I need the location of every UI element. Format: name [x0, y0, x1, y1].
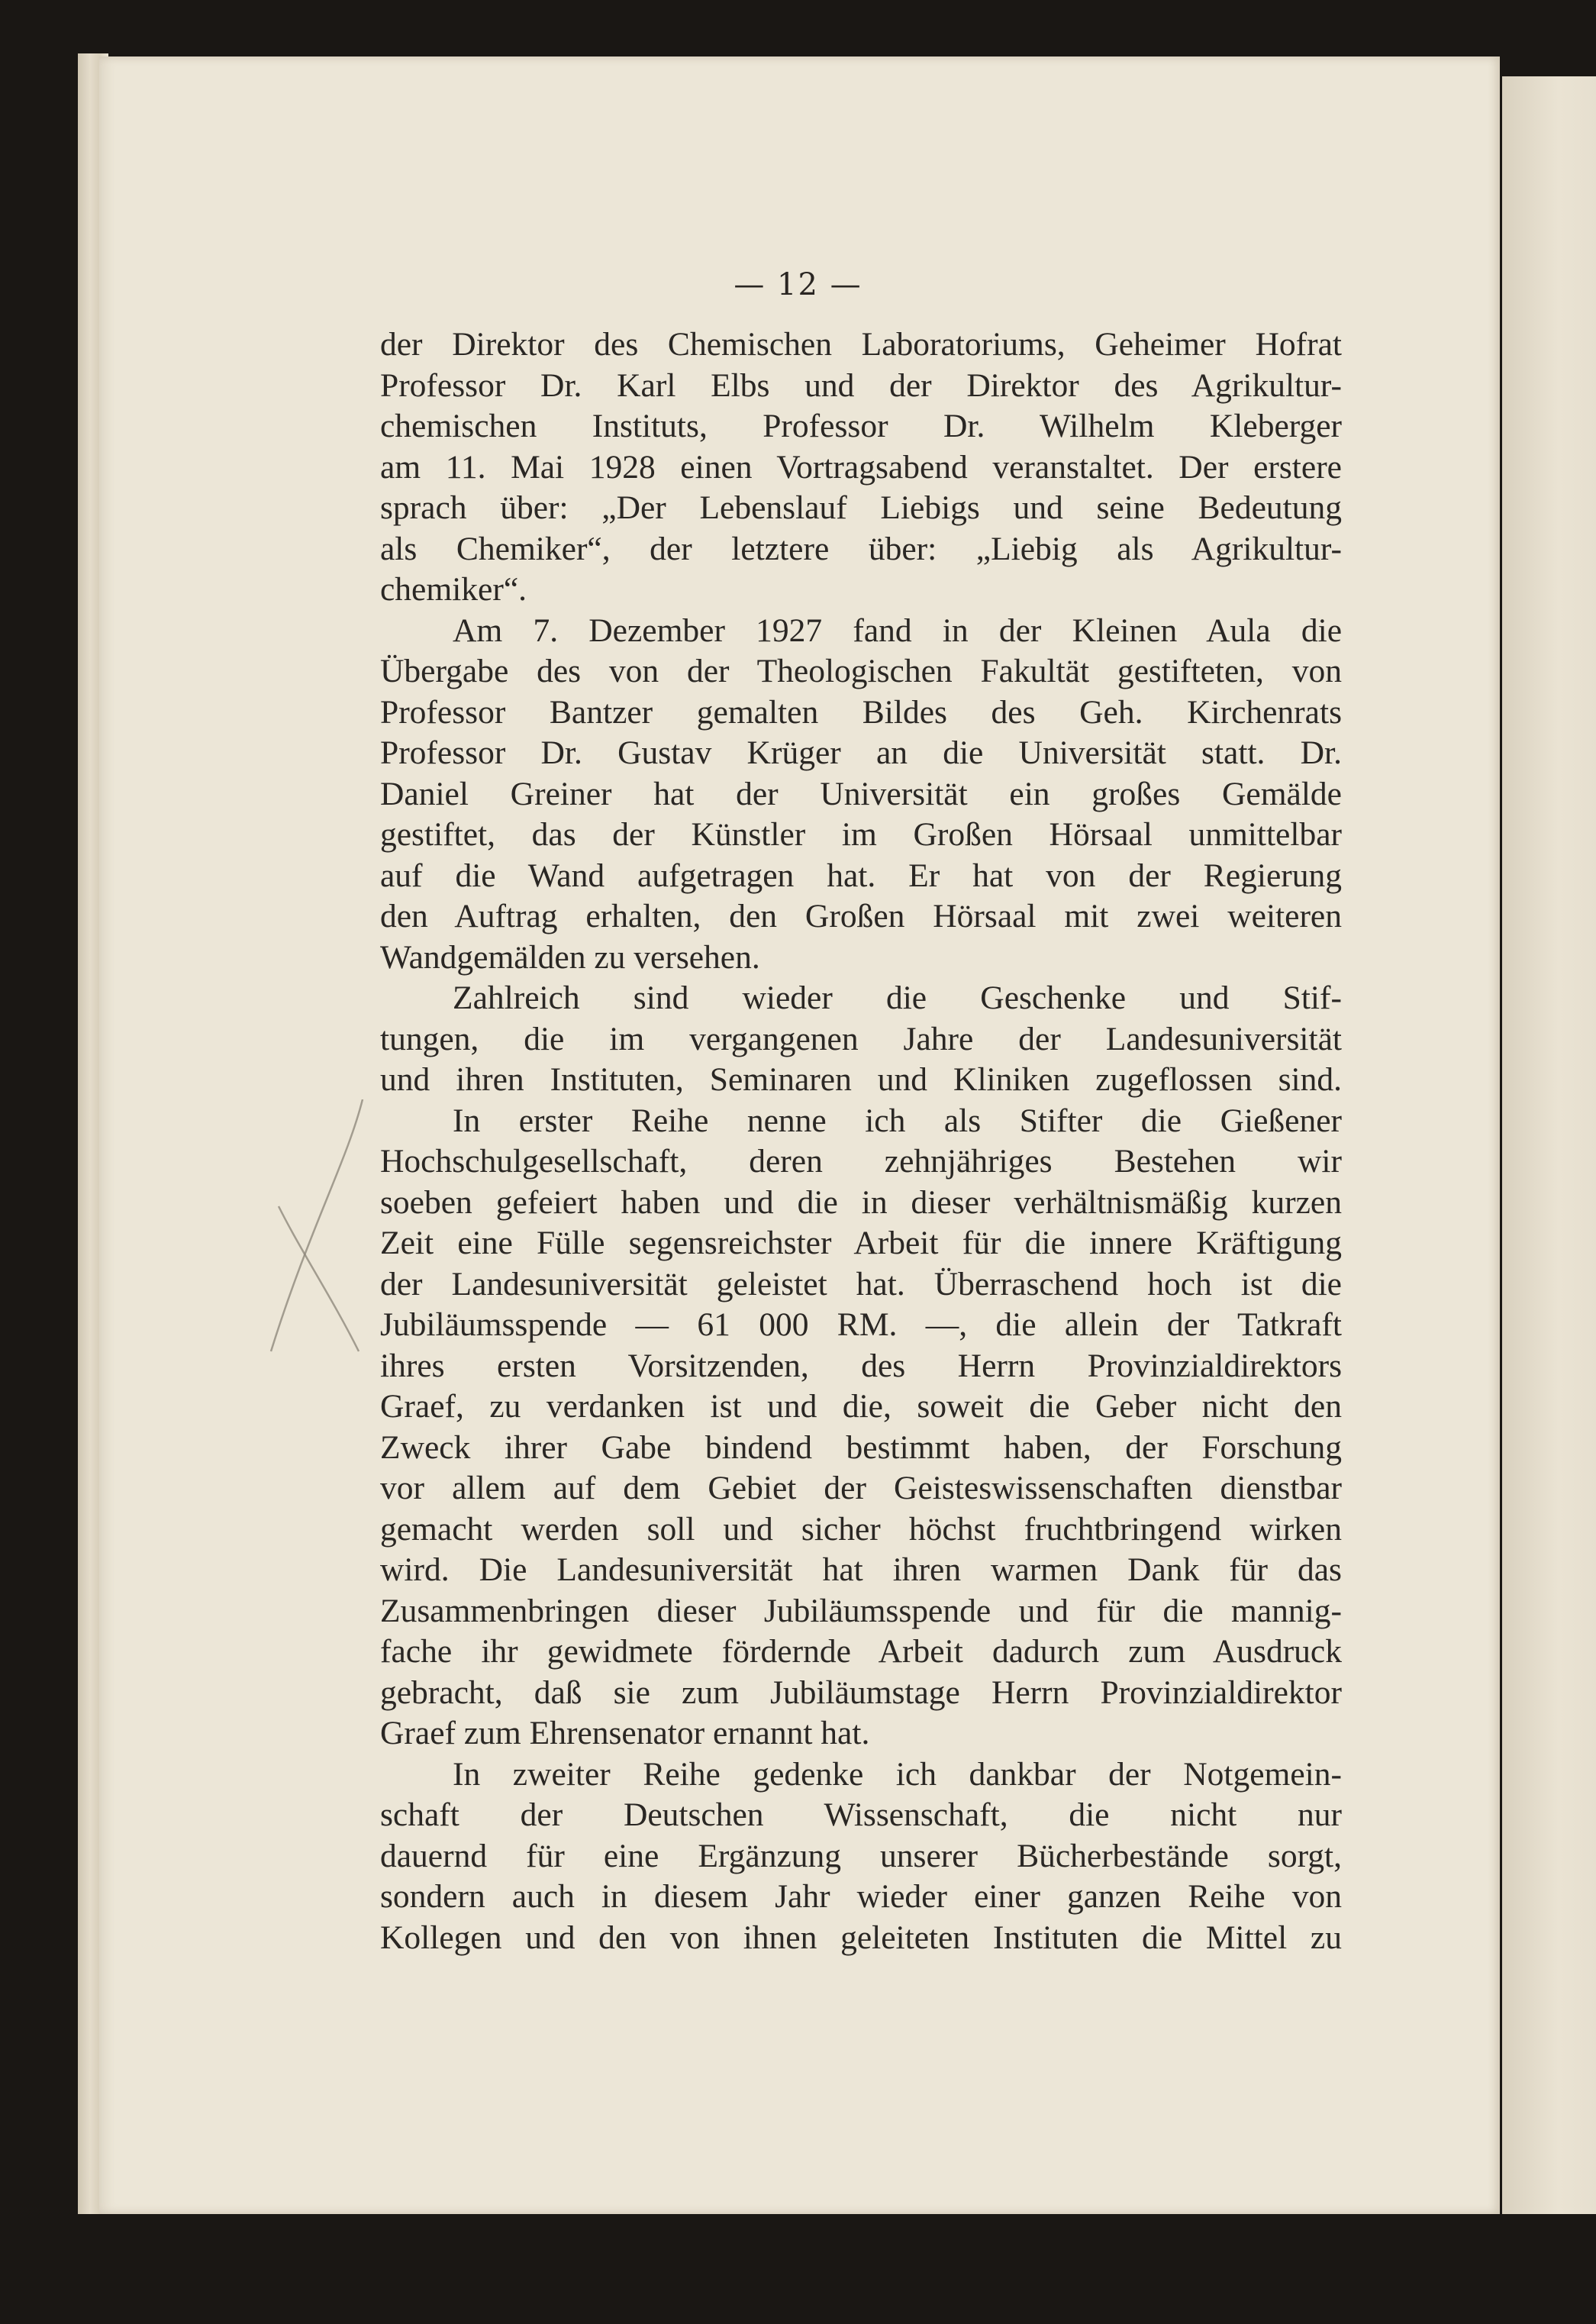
- text-line: fache ihr gewidmete fördernde Arbeit dadurch zum Ausdruck: [380, 1633, 1342, 1670]
- text-line: Graef zum Ehrensenator ernannt hat.: [380, 1715, 870, 1751]
- text-line: vor allem auf dem Gebiet der Geisteswissenschaften dienstbar: [380, 1470, 1342, 1506]
- text-line: am 11. Mai 1928 einen Vortragsabend veranstaltet. Der erstere: [380, 448, 1342, 486]
- text-line: sondern auch in diesem Jahr wieder einer ganzen Reihe von: [380, 1878, 1342, 1915]
- text-line: Zweck ihrer Gabe bindend bestimmt haben, der Forschung: [380, 1428, 1342, 1466]
- pencil-cross-mark: [256, 1099, 378, 1359]
- text-line: Am 7. Dezember 1927 fand in der Kleinen Aula die: [453, 612, 1342, 649]
- text-line: Hochschulgesellschaft, deren zehnjähriges Bestehen wir: [380, 1143, 1342, 1180]
- text-line: auf die Wand aufgetragen hat. Er hat von der Regierung: [380, 857, 1342, 894]
- text-line: Wandgemälden zu versehen.: [380, 938, 760, 976]
- text-line: Zahlreich sind wieder die Geschenke und Stif-: [453, 980, 1342, 1016]
- text-line: schaft der Deutschen Wissenschaft, die nicht nur: [380, 1796, 1342, 1833]
- text-line: chemiker“.: [380, 571, 527, 608]
- text-line: chemischen Instituts, Professor Dr. Wilhelm Kleberger: [380, 408, 1342, 444]
- text-line: Übergabe des von der Theologischen Fakultät gestifteten, von: [380, 653, 1342, 689]
- text-line: In zweiter Reihe gedenke ich dankbar der Notgemein-: [453, 1755, 1342, 1793]
- next-page-edge: [1502, 76, 1596, 2214]
- page-number: — 12 —: [734, 267, 862, 302]
- text-line: dauernd für eine Ergänzung unserer Bücherbestände sorgt,: [380, 1837, 1342, 1874]
- text-line: Zeit eine Fülle segensreichster Arbeit für die innere Kräftigung: [380, 1225, 1342, 1261]
- text-line: gebracht, daß sie zum Jubiläumstage Herrn Provinzialdirektor: [380, 1674, 1342, 1711]
- text-line: Professor Dr. Karl Elbs und der Direktor des Agrikultur-: [380, 366, 1342, 404]
- text-line: Zusammenbringen dieser Jubiläumsspende und für die mannig-: [380, 1592, 1342, 1629]
- text-line: Professor Dr. Gustav Krüger an die Universität statt. Dr.: [380, 734, 1342, 771]
- text-line: wird. Die Landesuniversität hat ihren warmen Dank für das: [380, 1551, 1342, 1588]
- text-line: den Auftrag erhalten, den Großen Hörsaal mit zwei weiteren: [380, 898, 1342, 934]
- text-line: Kollegen und den von ihnen geleiteten Instituten die Mittel zu: [380, 1919, 1342, 1956]
- text-line: sprach über: „Der Lebenslauf Liebigs und seine Bedeutung: [380, 489, 1342, 526]
- text-line: In erster Reihe nenne ich als Stifter die Gießener: [453, 1102, 1342, 1139]
- text-line: Daniel Greiner hat der Universität ein großes Gemälde: [380, 775, 1342, 812]
- text-line: Graef, zu verdanken ist und die, soweit die Geber nicht den: [380, 1388, 1342, 1425]
- text-line: Jubiläumsspende — 61 000 RM. —, die allein der Tatkraft: [380, 1306, 1342, 1343]
- text-line: gestiftet, das der Künstler im Großen Hörsaal unmittelbar: [380, 816, 1342, 853]
- body-text: [380, 324, 1342, 1958]
- text-line: Professor Bantzer gemalten Bildes des Geh. Kirchenrats: [380, 693, 1342, 731]
- text-line: der Direktor des Chemischen Laboratoriums, Geheimer Hofrat: [380, 326, 1342, 363]
- text-line: gemacht werden soll und sicher höchst fruchtbringend wirken: [380, 1510, 1342, 1548]
- text-line: ihres ersten Vorsitzenden, des Herrn Provinzialdirektors: [380, 1347, 1342, 1384]
- text-line: soeben gefeiert haben und die in dieser verhältnismäßig kurzen: [380, 1183, 1342, 1221]
- text-line: und ihren Instituten, Seminaren und Kliniken zugeflossen sind.: [380, 1061, 1342, 1098]
- text-line: als Chemiker“, der letztere über: „Liebig als Agrikultur-: [380, 530, 1342, 567]
- text-line: der Landesuniversität geleistet hat. Überraschend hoch ist die: [380, 1265, 1342, 1302]
- text-line: tungen, die im vergangenen Jahre der Landesuniversität: [380, 1020, 1342, 1057]
